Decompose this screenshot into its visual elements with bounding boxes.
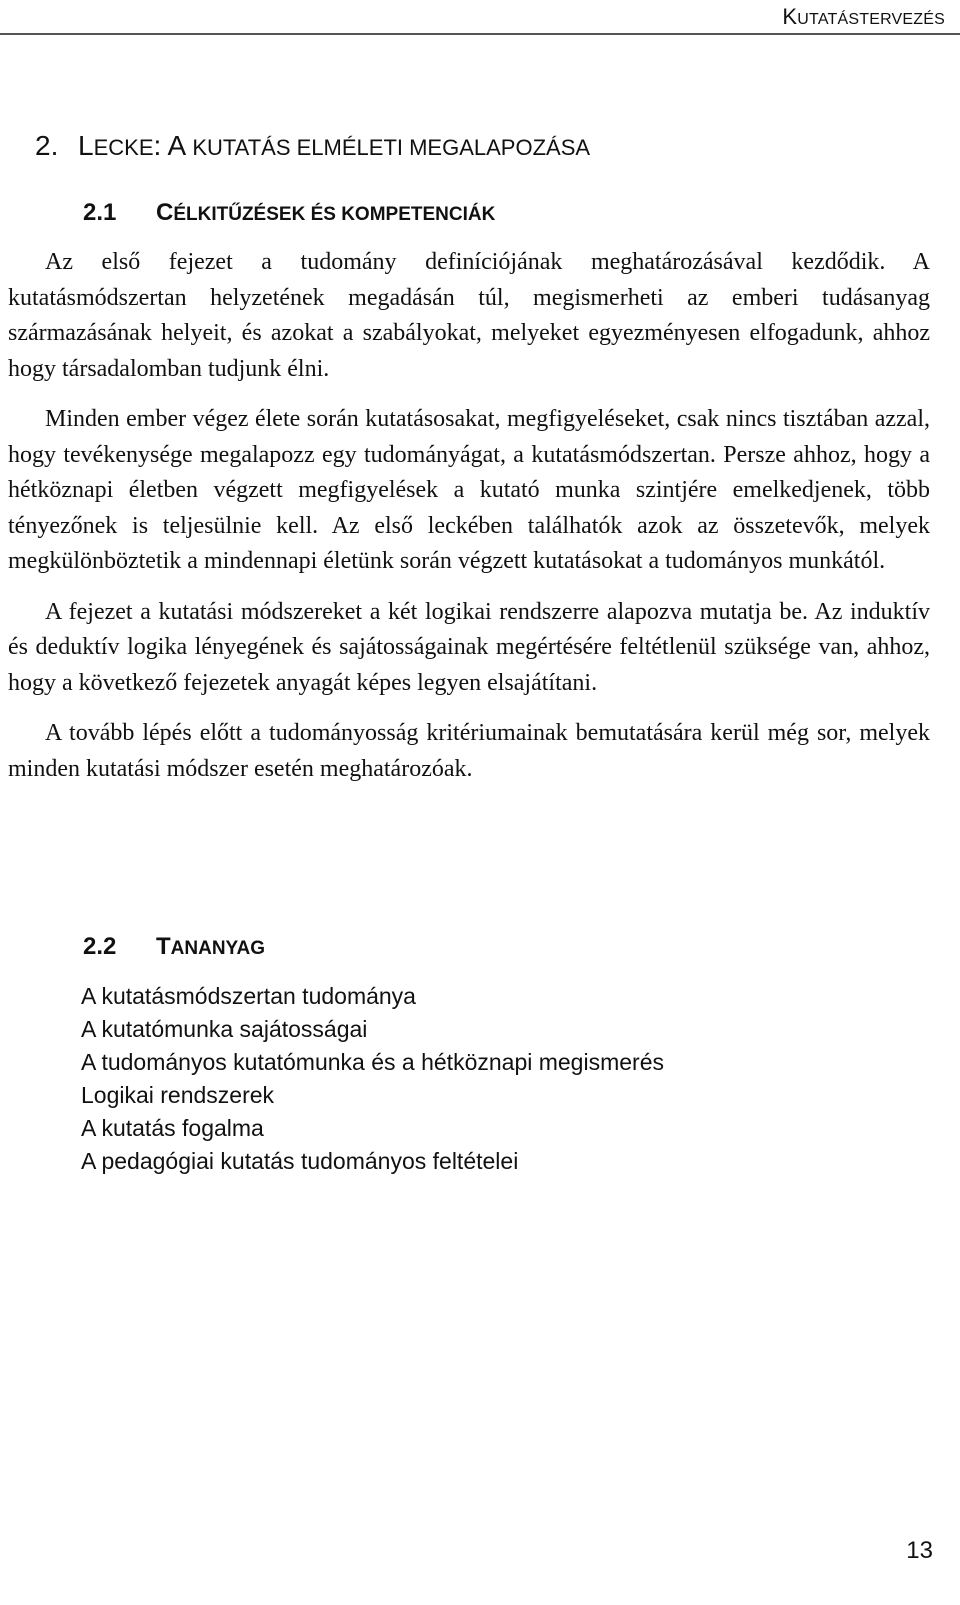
section-number: 2.2 bbox=[83, 933, 117, 960]
curriculum-list bbox=[81, 980, 664, 1178]
paragraph: Az első fejezet a tudomány definíciójának meghatározásával kezdődik. A kutatásmódszertan helyzetének megadásán túl, megismerheti az emberi tudásanyag származásának helyeit, és azokat a szabályokat, melyeket egyezményesen elfogadunk, ahhoz hogy társadalomban tudjunk élni. bbox=[8, 249, 930, 382]
paragraph: A tovább lépés előtt a tudományosság kritériumainak bemutatására kerül még sor, melyek minden kutatási módszer esetén meghatározóak. bbox=[8, 720, 930, 782]
running-header-title: KUTATÁSTERVEZÉS bbox=[782, 4, 945, 29]
running-header bbox=[0, 0, 960, 35]
chapter-number: 2. bbox=[35, 130, 59, 161]
chapter-title: 2. LECKE: A KUTATÁS ELMÉLETI MEGALAPOZÁSA bbox=[35, 128, 590, 166]
paragraph: Minden ember végez élete során kutatásosakat, megfigyeléseket, csak nincs tisztában azzal, hogy tevékenysége megalapozz egy tudományágat, a kutatásmódszertan. Persze ahhoz, hogy a hétköznapi életben végzett megfigyelések a kutató munka szintjére emelkedjenek, több tényezőnek is teljesülnie kell. Az első leckében találhatók azok az összetevők, melyek megkülönböztetik a mindennapi életünk során végzett kutatásokat a tudományos munkától. bbox=[8, 406, 930, 574]
list-item: Logikai rendszerek bbox=[81, 1082, 275, 1108]
list-item: A tudományos kutatómunka és a hétköznapi megismerés bbox=[81, 1049, 664, 1075]
section-title-curriculum: 2.2 TANANYAG bbox=[83, 933, 265, 960]
section-title-objectives: 2.1 CÉLKITŰZÉSEK ÉS KOMPETENCIÁK bbox=[83, 199, 496, 226]
page-number: 13 bbox=[906, 1537, 933, 1564]
list-item: A pedagógiai kutatás tudományos feltételei bbox=[81, 1148, 519, 1174]
section-number: 2.1 bbox=[83, 199, 117, 226]
list-item: A kutatásmódszertan tudománya bbox=[81, 983, 416, 1009]
paragraph: A fejezet a kutatási módszereket a két logikai rendszerre alapozva mutatja be. Az induktív és deduktív logika lényegének és sajátosságainak megértésére feltétlenül szüksége van, ahhoz, hogy a következő fejezetek anyagát képes legyen elsajátítani. bbox=[8, 598, 930, 696]
intro-body bbox=[8, 245, 930, 802]
list-item: A kutatás fogalma bbox=[81, 1115, 264, 1141]
list-item: A kutatómunka sajátosságai bbox=[81, 1016, 368, 1042]
